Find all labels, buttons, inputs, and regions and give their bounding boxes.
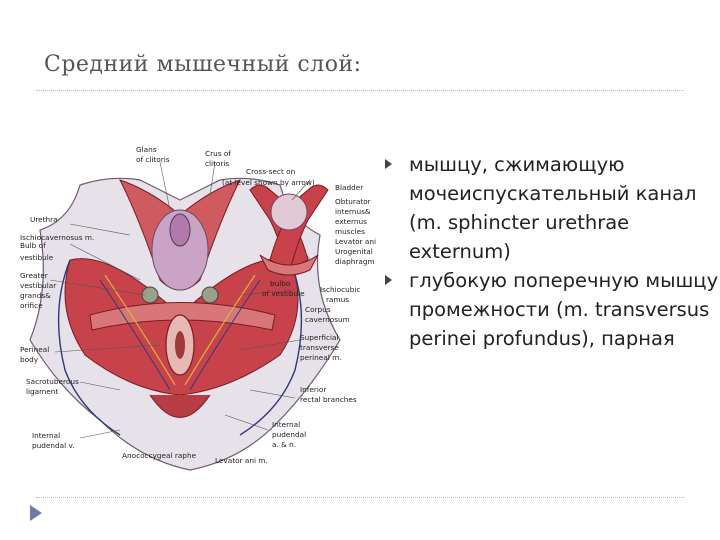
- label-internal: Internal: [32, 431, 61, 440]
- label-greater: Greater: [20, 271, 48, 280]
- bullet-text: мышцу, сжимающую мочеиспускательный канал (m. sphincter urethrae externum): [409, 153, 697, 263]
- label-crus-clitoris: clitoris: [205, 159, 230, 168]
- label-internal-2: Internal: [272, 420, 301, 429]
- label-ligament: ligament: [26, 387, 59, 396]
- label-vestibular: vestibular: [20, 281, 57, 290]
- label-bulb-of: Bulb of: [20, 241, 46, 250]
- label-glans: Glans: [136, 145, 157, 154]
- label-pudendal-v: pudendal v.: [32, 441, 75, 450]
- label-perineal: Perineal: [20, 345, 50, 354]
- perineum-anatomy-illustration: [10, 140, 382, 480]
- label-urethra: Urethra: [30, 215, 58, 224]
- label-transverse: transverse: [300, 343, 339, 352]
- label-bulbo: bulbo: [270, 279, 291, 288]
- bullet-arrow-icon: [385, 275, 392, 285]
- label-superficial: Superficial: [300, 333, 339, 342]
- label-anococcygeal: Anococcygeal raphe: [122, 451, 197, 460]
- label-crus: Crus of: [205, 149, 231, 158]
- next-slide-arrow-icon[interactable]: [30, 505, 42, 521]
- bullet-text: глубокую поперечную мышцу промежности (m. transversus perinei profundus), парная: [409, 269, 719, 350]
- label-cross-level: (at level shown by arrow): [222, 178, 315, 187]
- label-internus: internus&: [335, 207, 371, 216]
- bullet-item: [383, 150, 720, 266]
- label-perineal-m: perineal m.: [300, 353, 342, 362]
- label-cavernosum: cavernosum: [305, 315, 350, 324]
- label-a-n: a. & n.: [272, 440, 297, 449]
- label-inferior: Inferior: [300, 385, 327, 394]
- footer-divider: [36, 497, 684, 498]
- label-urogenital: Urogenital: [335, 247, 373, 256]
- label-obturator: Obturator: [335, 197, 371, 206]
- label-sacrotuberous: Sacrotuberous: [26, 377, 79, 386]
- label-glands: grands&: [20, 291, 51, 300]
- label-ramus: ramus: [326, 295, 350, 304]
- label-rectal-branches: rectal branches: [300, 395, 357, 404]
- bullet-arrow-icon: [385, 159, 392, 169]
- label-vestibule: vestibule: [20, 253, 54, 262]
- label-externus: externus: [335, 217, 367, 226]
- label-pudendal-2: pudendal: [272, 430, 307, 439]
- slide-title: Средний мышечный слой:: [44, 52, 362, 77]
- label-bladder: Bladder: [335, 183, 364, 192]
- label-levator: Levator ani m.: [215, 456, 268, 465]
- label-ischiopubic: Ischiocubic: [320, 285, 361, 294]
- label-diaphragm: diaphragm: [335, 257, 375, 266]
- label-corpus: Corpus: [305, 305, 331, 314]
- label-of-clitoris: of clitoris: [136, 155, 170, 164]
- title-divider: [36, 90, 684, 91]
- label-body: body: [20, 355, 39, 364]
- bullet-list: [383, 150, 720, 353]
- label-levator-ani: Levator ani: [335, 237, 376, 246]
- bullet-item: [383, 266, 720, 353]
- label-cross-section: Cross-sect on: [246, 167, 296, 176]
- label-of-vestibule: of vestibule: [262, 289, 305, 298]
- label-ischiocavernosus: Ischiocavernosus m.: [20, 233, 95, 242]
- label-muscles: muscles: [335, 227, 365, 236]
- label-orifice: orifice: [20, 301, 43, 310]
